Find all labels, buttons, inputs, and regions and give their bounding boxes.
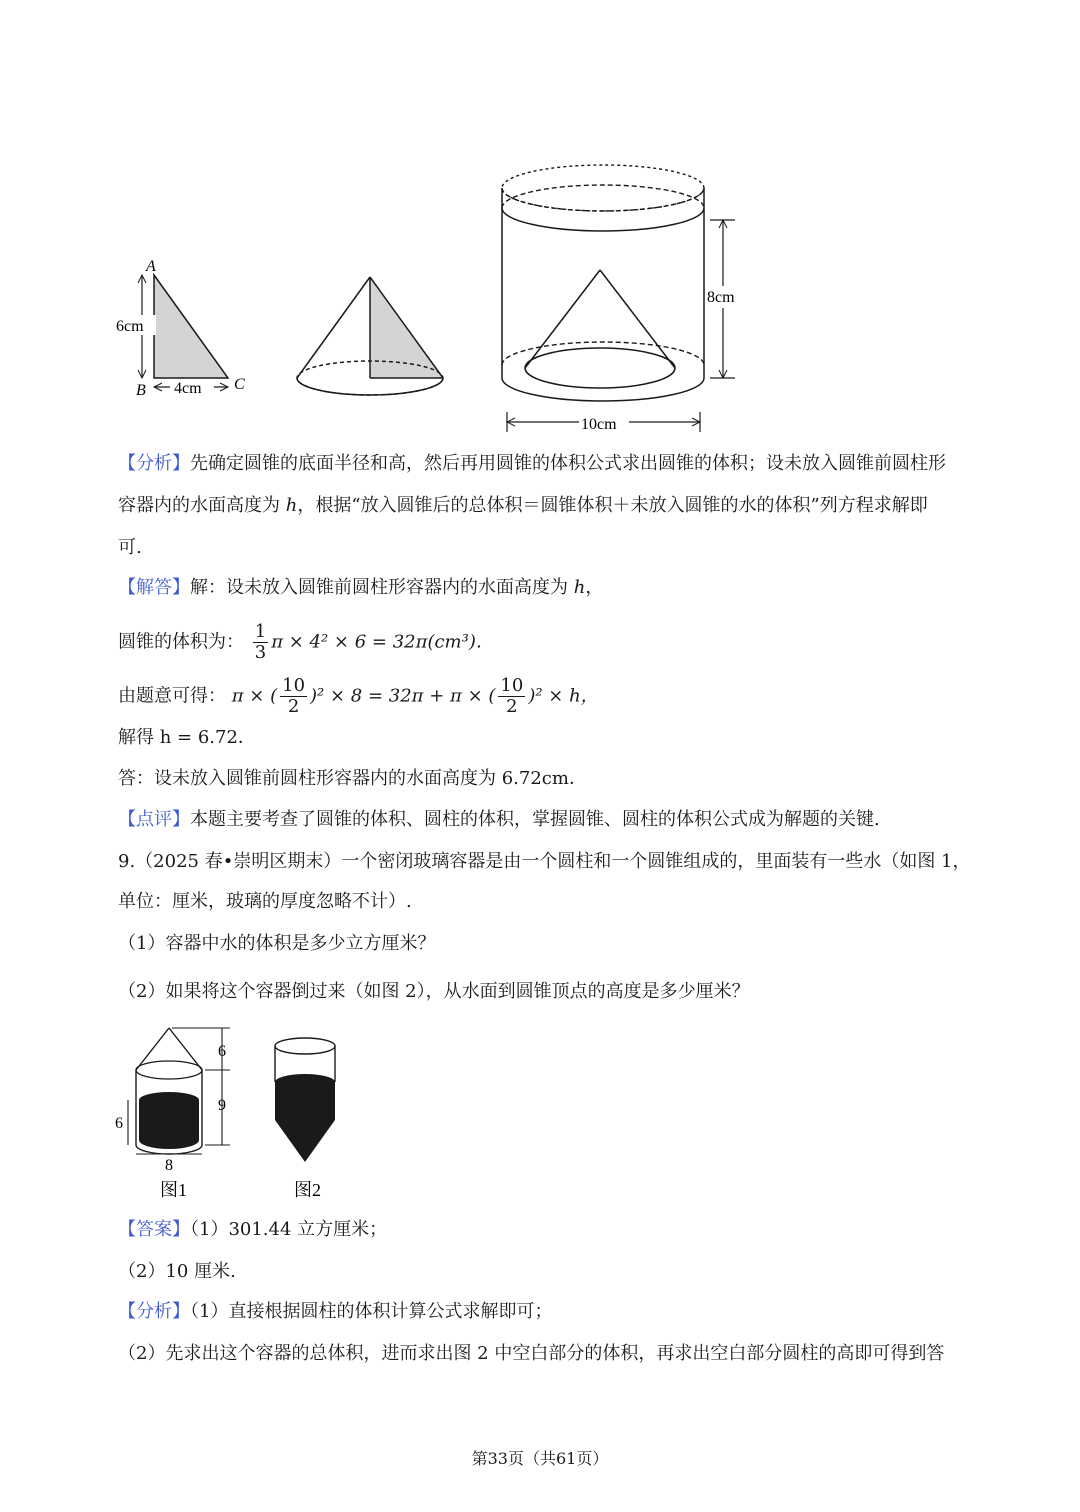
solution-text-1: 解：设未放入圆锥前圆柱形容器内的水面高度为: [190, 577, 568, 598]
answer-line: 答：设未放入圆锥前圆柱形容器内的水面高度为 6.72cm．: [118, 768, 587, 789]
fraction-10-2: $\frac{10}{2}$: [282, 675, 306, 717]
analysis9-tag: 【分析】: [118, 1301, 190, 1322]
fig1-cone-height: 6: [218, 1043, 226, 1060]
figure-1: [110, 1020, 250, 1205]
problem9-question-2: （2）如果将这个容器倒过来（如图 2），从水面到圆锥顶点的高度是多少厘米？: [118, 981, 750, 1002]
analysis-tag: 【分析】: [118, 453, 190, 474]
vertex-b-label: B: [136, 382, 146, 399]
cone-figure: [285, 265, 455, 405]
var-h: h: [285, 495, 298, 516]
fig1-width: 8: [165, 1157, 173, 1174]
analysis-text-2b: ，根据“放入圆锥后的总体积＝圆锥体积＋未放入圆锥的水的体积”列方程求解即: [297, 495, 928, 516]
analysis-text-2a: 容器内的水面高度为: [118, 495, 280, 516]
analysis-text-1: 先确定圆锥的底面半径和高，然后再用圆锥的体积公式求出圆锥的体积；设未放入圆锥前圆柱形: [190, 453, 946, 474]
fig1-water-height: 6: [115, 1115, 123, 1132]
equation-line: 由题意可得： π × ( $\frac{10}{2}$ )² × 8 = 32π + π × ( $\frac{10}{2}$ )² × h，: [118, 675, 599, 717]
fraction-10-2-b: $\frac{10}{2}$: [500, 675, 524, 717]
page-footer: 第33页（共61页）: [471, 1449, 609, 1468]
analysis9-text-1: （1）直接根据圆柱的体积计算公式求解即可；: [190, 1301, 553, 1322]
analysis9-line-2: （2）先求出这个容器的总体积，进而求出图 2 中空白部分的体积，再求出空白部分圆柱的高即可得到答: [118, 1343, 945, 1364]
solve-line: 解得 h = 6.72．: [118, 727, 256, 748]
analysis-line-3: 可.: [118, 537, 142, 558]
analysis-line-1: [118, 452, 946, 476]
vertex-c-label: C: [234, 376, 245, 393]
answer9-text-1: （1）301.44 立方厘米；: [190, 1219, 388, 1240]
analysis9-line-1: [118, 1300, 552, 1324]
cylinder-height-label: 8cm: [707, 289, 735, 306]
cone-volume-formula: π × 4² × 6 = 32π(cm³)．: [271, 631, 494, 653]
problem9-question-1: （1）容器中水的体积是多少立方厘米？: [118, 933, 436, 954]
comment-text: 本题主要考查了圆锥的体积、圆柱的体积，掌握圆锥、圆柱的体积公式成为解题的关键.: [190, 809, 880, 830]
comment-line: [118, 808, 880, 832]
fig1-cylinder-height: 9: [218, 1097, 226, 1114]
equation-label: 由题意可得：: [118, 685, 226, 707]
fraction-one-third: $\frac{1}{3}$: [254, 621, 267, 663]
fig1-caption: 图1: [160, 1180, 187, 1200]
triangle-figure: [110, 255, 260, 405]
solution-line-1: 【解答】解：设未放入圆锥前圆柱形容器内的水面高度为 h，: [118, 577, 604, 598]
problem9-line-1: 9.（2025 春•崇明区期末）一个密闭玻璃容器是由一个圆柱和一个圆锥组成的，里面装有一些水（如图 1，: [118, 851, 971, 872]
answer9-line-1: [118, 1218, 387, 1242]
height-label: 6cm: [116, 318, 144, 335]
answer9-line-2: （2）10 厘米.: [118, 1261, 236, 1282]
base-label: 4cm: [174, 380, 202, 397]
analysis-line-2: [118, 494, 928, 518]
comment-tag: 【点评】: [118, 809, 190, 830]
answer-tag: 【答案】: [118, 1219, 190, 1240]
cone-volume-label: 圆锥的体积为：: [118, 631, 244, 653]
cone-volume-line: [118, 622, 494, 663]
figure-2: [262, 1032, 352, 1205]
var-h-2: h: [573, 577, 586, 598]
problem9-line-2: 单位：厘米，玻璃的厚度忽略不计）.: [118, 891, 412, 912]
fig2-caption: 图2: [294, 1180, 321, 1200]
solution-tag: 【解答】: [118, 577, 190, 598]
cylinder-diameter-label: 10cm: [581, 416, 617, 433]
vertex-a-label: A: [146, 258, 156, 275]
cylinder-figure: [495, 150, 765, 440]
